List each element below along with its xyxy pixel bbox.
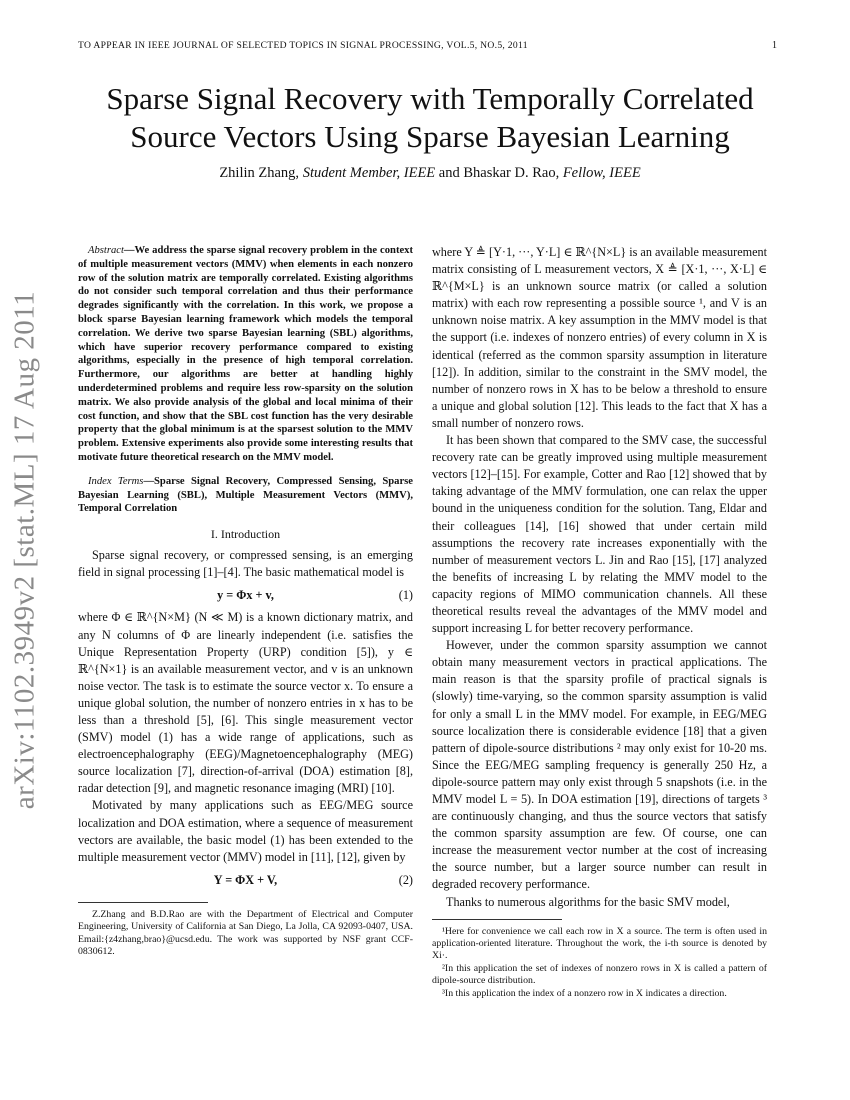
right-paragraph-4: Thanks to numerous algorithms for the basic SMV model, xyxy=(446,894,730,909)
author-2: and Bhaskar D. Rao, xyxy=(438,165,560,181)
index-terms-text: —Sparse Signal Recovery, Compressed Sensing, Sparse Bayesian Learning (SBL), Multiple Measurement Vectors (MMV), Temporal Correlation xyxy=(78,475,413,515)
footnote-rule-right xyxy=(432,919,562,920)
arxiv-stamp xyxy=(0,0,50,1100)
right-paragraph-2: It has been shown that compared to the SMV case, the successful recovery rate can be greatly improved using multiple measurement vectors [12]–[15]. For example, Cotter and Rao [12] showed that by taking advantage of the MMV formulation, one can relax the upper bound in the uniqueness condition for the solution. Tang, Eldar and their colleagues [14], [16] showed that under certain mild assumptions the recovery rate increases exponentially with the number of measurement vectors L. Jin and Rao [15], [17] analyzed the benefits of increasing L by relating the MMV model to the capacity regions of MIMO communication channels. All these theoretical results reveal the advantages of the MMV model and support increasing L for better recovery performance. xyxy=(432,433,767,636)
abstract xyxy=(78,244,413,465)
intro-paragraph-3: Motivated by many applications such as EEG/MEG source localization and DOA estimation, where a sequence of measurement vectors are available, the basic model (1) has been extended to the multiple measurement vector (MMV) model in [11], [12], given by xyxy=(78,798,413,864)
footnote-2: ²In this application the set of indexes of nonzero rows in X is called a pattern of dipole-source distribution. xyxy=(432,962,767,987)
equation-1-body: y = Φx + v, xyxy=(217,588,274,603)
title-line-1: Sparse Signal Recovery with Temporally Correlated xyxy=(106,81,754,116)
author-1: Zhilin Zhang, xyxy=(219,165,300,181)
page-number: 1 xyxy=(772,40,777,51)
right-paragraph-3: However, under the common sparsity assumption we cannot obtain many measurement vectors in practical applications. The main reason is that the sparsity profile of practical signals is (slowly) time-varying, so the common sparsity assumption is valid for only a small L in the MMV model. For example, in EEG/MEG source localization there is considerable evidence [18] that a given pattern of dipole-source distributions ² may only exist for 10-20 ms. Since the EEG/MEG sampling frequency is generally 250 Hz, a dipole-source pattern may only exist through 5 snapshots (i.e. in the MMV model L = 5). In DOA estimation [19], directions of targets ³ are continuously changing, and thus the source vectors that satisfy the common sparsity assumption are few. Of course, one can increase the measurement vector number at the cost of increasing the source number, but a larger source number can result in degraded recovery performance. xyxy=(432,638,767,892)
abstract-text: —We address the sparse signal recovery problem in the context of multiple measurement vectors (MMV) when elements in each nonzero row of the solution matrix are temporally correlated. Existing algorithms do not consider such temporal correlation and thus their performance degrades significantly with the correlation. In this work, we propose a block sparse Bayesian learning framework which models the temporal correlation. We derive two sparse Bayesian learning (SBL) algorithms, which have superior recovery performance compared to existing algorithms, especially in the presence of high temporal correlation. Furthermore, our algorithms are better at handling highly underdetermined problems and require less row-sparsity on the solution matrix. We also provide analysis of the global and local minima of their cost function, and show that the SBL cost function has the very desirable property that the global minimum is at the sparsest solution to the MMV problem. Extensive experiments also provide some interesting results that motivate future theoretical research on the MMV model. xyxy=(78,245,413,463)
equation-2 xyxy=(78,866,413,894)
right-column xyxy=(432,244,767,1000)
author-line xyxy=(60,165,800,182)
intro-paragraph-2: where Φ ∈ ℝ^{N×M} (N ≪ M) is a known dictionary matrix, and any N columns of Φ are linearly independent (i.e. satisfies the Unique Representation Property (URP) condition [5]), y ∈ ℝ^{N×1} is an available measurement vector, and v is an unknown noise vector. The task is to estimate the source vector x. To ensure a unique global solution, the number of nonzero entries in x has to be less than a threshold [5], [6]. This single measurement vector (SMV) model (1) has a wide range of applications, such as electroencephalography (EEG)/Magnetoencephalography (MEG) source localization [7], direction-of-arrival (DOA) estimation [8], radar detection [9], and magnetic resonance imaging (MRI) [10]. xyxy=(78,610,413,796)
title-line-2: Source Vectors Using Sparse Bayesian Learning xyxy=(130,119,730,154)
paper-title xyxy=(60,80,800,156)
footnote-3: ³In this application the index of a nonzero row in X indicates a direction. xyxy=(442,987,727,999)
journal-header: TO APPEAR IN IEEE JOURNAL OF SELECTED TOPICS IN SIGNAL PROCESSING, VOL.5, NO.5, 2011 xyxy=(78,40,528,51)
left-column xyxy=(78,244,413,958)
equation-1-number: (1) xyxy=(398,588,413,603)
arxiv-stamp-text: arXiv:1102.3949v2 [stat.ML] 17 Aug 2011 xyxy=(8,290,41,810)
equation-1 xyxy=(78,581,413,609)
author-2-role: Fellow, IEEE xyxy=(562,165,641,181)
equation-2-number: (2) xyxy=(398,872,413,887)
author-1-role: Student Member, IEEE xyxy=(302,165,436,181)
intro-paragraph-1: Sparse signal recovery, or compressed sensing, is an emerging field in signal processing [1]–[4]. The basic mathematical model is xyxy=(78,548,413,580)
equation-2-body: Y = ΦX + V, xyxy=(213,872,278,887)
footnote-1: ¹Here for convenience we call each row in X a source. The term is often used in application-oriented literature. Throughout the work, the i-th source is denoted by Xi·. xyxy=(432,925,767,962)
index-terms-label: Index Terms xyxy=(88,475,144,487)
footnote-rule-left xyxy=(78,902,208,903)
abstract-label: Abstract xyxy=(88,245,124,256)
affiliation-footnote: Z.Zhang and B.D.Rao are with the Department of Electrical and Computer Engineering, University of California at San Diego, La Jolla, CA 92093-0407, USA. Email:{z4zhang,brao}@ucsd.edu. The work was supported by NSF grant CCF-0830612. xyxy=(78,908,413,958)
right-paragraph-1: where Y ≜ [Y·1, ···, Y·L] ∈ ℝ^{N×L} is an available measurement matrix consisting of L measurement vectors, X ≜ [X·1, ···, X·L] ∈ ℝ^{M×L} is an unknown source matrix (or called a solution matrix) with each row representing a possible source ¹, and V is an unknown noise matrix. A key assumption in the MMV model is that the support (i.e. indexes of nonzero entries) of every column in X is identical (referred as the common sparsity assumption in literature [12]). In addition, similar to the constraint in the SMV model, the number of nonzero rows in X has to be below a threshold to ensure a unique and global solution [12]. This leads to the fact that X has a small number of nonzero rows. xyxy=(432,245,767,430)
index-terms xyxy=(78,475,413,516)
section-heading-introduction: I. Introduction xyxy=(210,527,281,542)
